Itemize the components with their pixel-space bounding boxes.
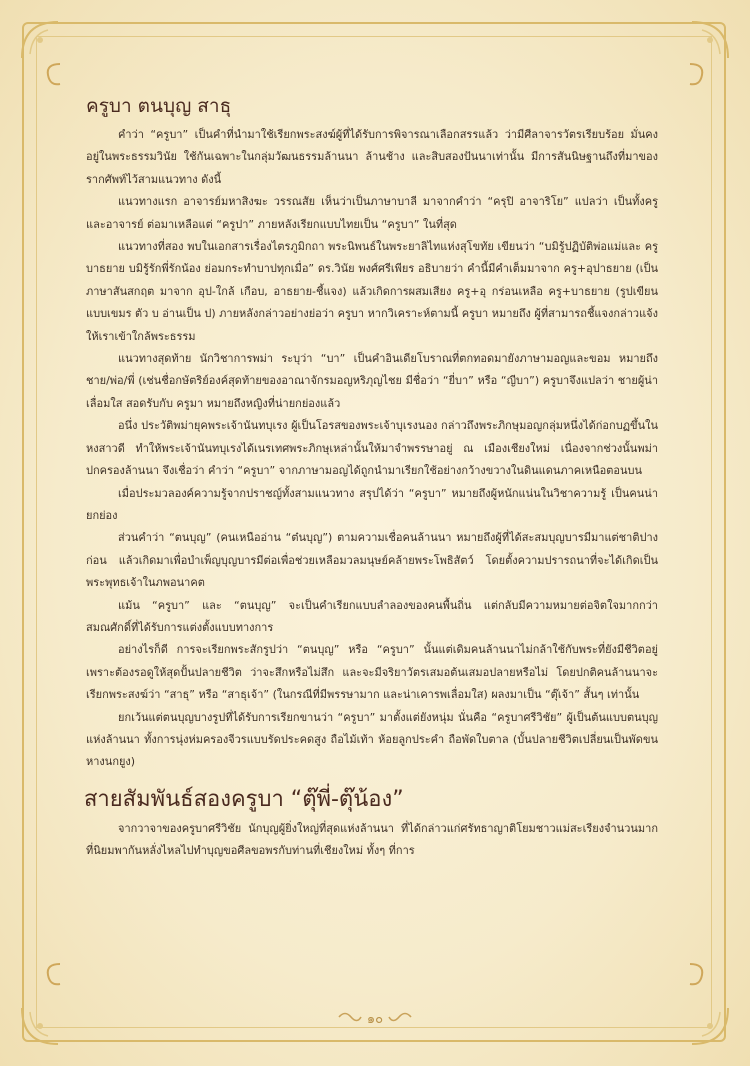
- page-footer: [0, 1008, 750, 1029]
- article-body: [86, 92, 658, 863]
- scroll-ornament-icon: [686, 960, 706, 990]
- paragraph: ยกเว้นแต่ตนบุญบางรูปที่ได้รับการเรียกขานว่า “ครูบา” มาตั้งแต่ยังหนุ่ม นั่นคือ “ครูบาศรีวิชัย” ผู้เป็นต้นแบบตนบุญแห่งล้านนา ทั้งการนุ่งห่มครองจีวรแบบรัดประคดสูง ถือไม้เท้า ห้อยลูกประคำ ถือพัดใบตาล (บั้นปลายชีวิตเปลี่ยนเป็นพัดขนหางนกยูง): [86, 710, 658, 769]
- page-number-badge: [337, 1008, 413, 1029]
- section-heading-kruba: ครูบา ตนบุญ สาธุ: [86, 95, 232, 117]
- scroll-ornament-icon: [44, 60, 64, 90]
- scroll-ornament-icon: [44, 960, 64, 990]
- paragraph: แนวทางสุดท้าย นักวิชาการพม่า ระบุว่า “บา” เป็นคำอินเดียโบราณที่ตกทอดมายังภาษามอญและขอม หมายถึง ชาย/พ่อ/พี่ (เช่นชื่อกษัตริย์องค์สุดท้ายของอาณาจักรมอญหริภุญไชย มีชื่อว่า “ยี่บา” หรือ “ญีบา”) ครูบาจึงแปลว่า ชายผู้น่าเลื่อมใส สอดรับกับ ครูมา หมายถึงหญิงที่น่ายกย่องแล้ว: [86, 352, 658, 410]
- paragraph: อย่างไรก็ดี การจะเรียกพระสักรูปว่า “ตนบุญ” หรือ “ครูบา” นั้นแต่เดิมคนล้านนาไม่กล้าใช้กับพระที่ยังมีชีวิตอยู่ เพราะต้องรอดูให้สุดปั้นปลายชีวิต ว่าจะสึกหรือไม่สึก และจะมีจริยาวัตรเสมอต้นเสมอปลายหรือไม่ โดยปกติคนล้านนาจะเรียกพระสงฆ์ว่า “สาธุ” หรือ “สาธุเจ้า” (ในกรณีที่มีพรรษามาก และน่าเคารพเลื่อมใส) ผลงมาเป็น “ตุ๊เจ้า” สั้นๆ เท่านั้น: [86, 643, 658, 702]
- paragraph: คำว่า “ครูบา” เป็นคำที่นำมาใช้เรียกพระสงฆ์ผู้ที่ได้รับการพิจารณาเลือกสรรแล้ว ว่ามีศีลาจารวัตรเรียบร้อย มั่นคงอยู่ในพระธรรมวินัย ใช้กันเฉพาะในกลุ่มวัฒนธรรมล้านนา ล้านช้าง และสิบสองปันนาเท่านั้น มีการสันนิษฐานถึงที่มาของรากศัพท์ไว้สามแนวทาง ดังนี้: [86, 128, 658, 186]
- scroll-ornament-icon: [686, 60, 706, 90]
- paragraph: เมื่อประมวลองค์ความรู้จากปราชญ์ทั้งสามแนวทาง สรุปได้ว่า “ครูบา” หมายถึงผู้หนักแน่นในวิชาความรู้ เป็นคนน่ายกย่อง: [86, 486, 658, 522]
- section-heading-two-krubas: สายสัมพันธ์สองครูบา “ตุ๊พี่-ตุ๊น้อง”: [84, 786, 404, 812]
- paragraph: ส่วนคำว่า “ตนบุญ” (คนเหนืออ่าน “ต๋นบุญ”) ตามความเชื่อคนล้านนา หมายถึงผู้ที่ได้สะสมบุญบารมีมาแต่ชาติปางก่อน แล้วเกิดมาเพื่อบำเพ็ญบุญบารมีต่อเพื่อช่วยเหลือมวลมนุษย์คล้ายพระโพธิสัตว์ โดยตั้งความปรารถนาที่จะได้เกิดเป็นพระพุทธเจ้าในภพอนาคต: [86, 531, 658, 590]
- page-number: ๑๐: [366, 1012, 384, 1027]
- paragraph: แม้น “ครูบา” และ “ตนบุญ” จะเป็นคำเรียกแบบลำลองของคนพื้นถิ่น แต่กลับมีความหมายต่อจิตใจมากกว่าสมณศักดิ์ที่ได้รับการแต่งตั้งแบบทางการ: [86, 598, 658, 634]
- paragraph: อนึ่ง ประวัติพม่ายุคพระเจ้านันทบุเรง ผู้เป็นโอรสของพระเจ้าบุเรงนอง กล่าวถึงพระภิกษุมอญกลุ่มหนึ่งได้ก่อกบฏขึ้นในหงสาวดี ทำให้พระเจ้านันทบุเรงได้เนรเทศพระภิกษุเหล่านั้นให้มาจำพรรษาอยู่ ณ เมืองเชียงใหม่ เนื่องจากช่วงนั้นพม่าปกครองล้านนา จึงเชื่อว่า คำว่า “ครูบา” จากภาษามอญได้ถูกนำมาเรียกใช้อย่างกว้างขวางในดินแดนภาคเหนือตอนบน: [86, 419, 658, 478]
- paragraph: แนวทางที่สอง พบในเอกสารเรื่องไตรภูมิกถา พระนิพนธ์ในพระยาลิไทแห่งสุโขทัย เขียนว่า “บมิรู้ปฏิบัติพ่อแม่และ ครูบาธยาย บมิรู้รักพี่รักน้อง ย่อมกระทำบาปทุกเมื่อ” ดร.วินัย พงศ์ศรีเพียร อธิบายว่า คำนี้มีคำเต็มมาจาก ครู+อุปาธยาย (เป็นภาษาสันสกฤต มาจาก อุป-ใกล้ เกือบ, อาธยาย-ชี้แจง) แล้วเกิดการผสมเสียง ครู+อุ กร่อนเหลือ ครู+บาธยาย (รูปเขียนแบบเขมร ตัว บ อ่านเป็น ป) ภายหลังกล่าวอย่างย่อว่า ครูบา หากวิเคราะห์ตามนี้ ครูบา หมายถึง ผู้ที่สามารถชี้แจงกล่าวแจ้งให้เราเข้าใกล้พระธรรม: [86, 240, 658, 343]
- paragraph: จากวาจาของครูบาศรีวิชัย นักบุญผู้ยิ่งใหญ่ที่สุดแห่งล้านนา ที่ได้กล่าวแก่ศรัทธาญาติโยมชาวแม่สะเรียงจำนวนมากที่นิยมพากันหลั่งไหลไปทำบุญขอศีลขอพรกับท่านที่เชียงใหม่ ทั้งๆ ที่การ: [86, 821, 658, 858]
- page-number-ornament-icon: [387, 1010, 413, 1024]
- page-number-ornament-icon: [337, 1010, 363, 1024]
- paragraph: แนวทางแรก อาจารย์มหาสิงฆะ วรรณสัย เห็นว่าเป็นภาษาบาลี มาจากคำว่า “ครุปิ อาจาริโย” แปลว่า เป็นทั้งครูและอาจารย์ ต่อมาเหลือแต่ “ครูปา” ภายหลังเรียกแบบไทยเป็น “ครูบา” ในที่สุด: [86, 195, 658, 231]
